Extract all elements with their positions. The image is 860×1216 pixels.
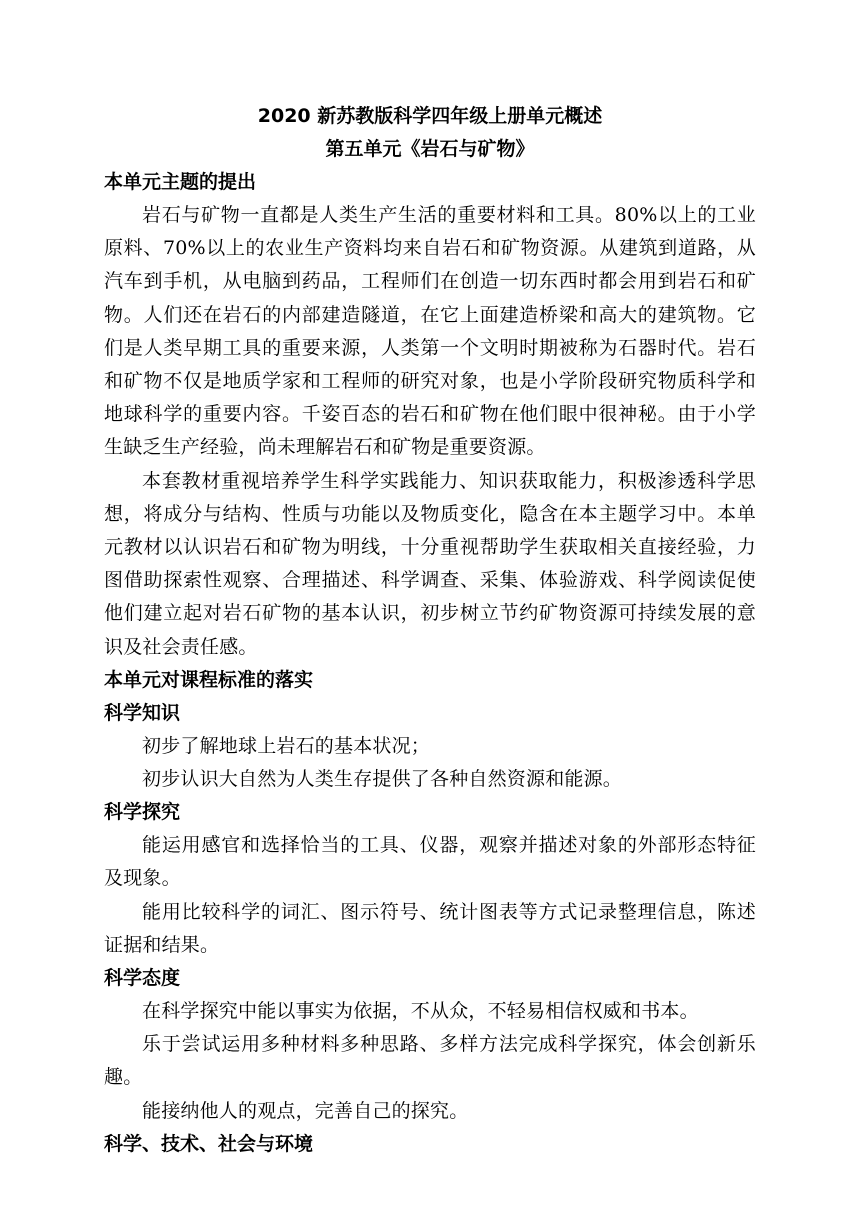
document-subtitle: 第五单元《岩石与矿物》	[325, 138, 535, 160]
document-page	[104, 100, 756, 1161]
paragraph: 初步了解地球上岩石的基本状况；	[142, 734, 431, 757]
paragraph: 能接纳他人的观点，完善自己的探究。	[142, 1099, 469, 1122]
paragraph: 初步认识大自然为人类生存提供了各种自然资源和能源。	[142, 768, 623, 791]
section-heading: 本单元主题的提出	[104, 171, 257, 193]
section-heading: 科学探究	[104, 801, 181, 824]
section-stse	[104, 1128, 756, 1161]
section-science-attitude	[104, 962, 756, 1128]
paragraph: 岩石与矿物一直都是人类生产生活的重要材料和工具。80%以上的工业原料、70%以上的农业生产资料均来自岩石和矿物资源。从建筑到道路，从汽车到手机，从电脑到药品，工程师们在创造一切东西时都会用到岩石和矿物。人们还在岩石的内部建造隧道，在它上面建造桥梁和高大的建筑物。它们是人类早期工具的重要来源，人类第一个文明时期被称为石器时代。岩石和矿物不仅是地质学家和工程师的研究对象，也是小学阶段研究物质科学和地球科学的重要内容。千姿百态的岩石和矿物在他们眼中很神秘。由于小学生缺乏生产经验，尚未理解岩石和矿物是重要资源。	[104, 204, 756, 459]
paragraph: 本套教材重视培养学生科学实践能力、知识获取能力，积极渗透科学思想，将成分与结构、性质与功能以及物质变化，隐含在本主题学习中。本单元教材以认识岩石和矿物为明线，十分重视帮助学生获取相关直接经验，力图借助探索性观察、合理描述、科学调查、采集、体验游戏、科学阅读促使他们建立起对岩石矿物的基本认识，初步树立节约矿物资源可持续发展的意识及社会责任感。	[104, 469, 756, 658]
paragraph: 能用比较科学的词汇、图示符号、统计图表等方式记录整理信息，陈述证据和结果。	[104, 900, 756, 956]
section-heading: 科学知识	[104, 701, 181, 724]
paragraph: 在科学探究中能以事实为依据，不从众，不轻易相信权威和书本。	[142, 1000, 699, 1023]
section-science-inquiry	[104, 796, 756, 962]
section-curriculum-standards	[104, 664, 756, 697]
section-heading: 科学态度	[104, 967, 181, 990]
paragraph: 乐于尝试运用多种材料多种思路、多样方法完成科学探究，体会创新乐趣。	[104, 1033, 756, 1089]
document-title: 2020 新苏教版科学四年级上册单元概述	[257, 105, 603, 127]
section-topic-proposal	[104, 166, 756, 664]
paragraph: 能运用感官和选择恰当的工具、仪器，观察并描述对象的外部形态特征及现象。	[104, 834, 756, 890]
section-heading: 科学、技术、社会与环境	[104, 1132, 314, 1155]
section-heading: 本单元对课程标准的落实	[104, 668, 314, 691]
section-science-knowledge	[104, 697, 756, 796]
